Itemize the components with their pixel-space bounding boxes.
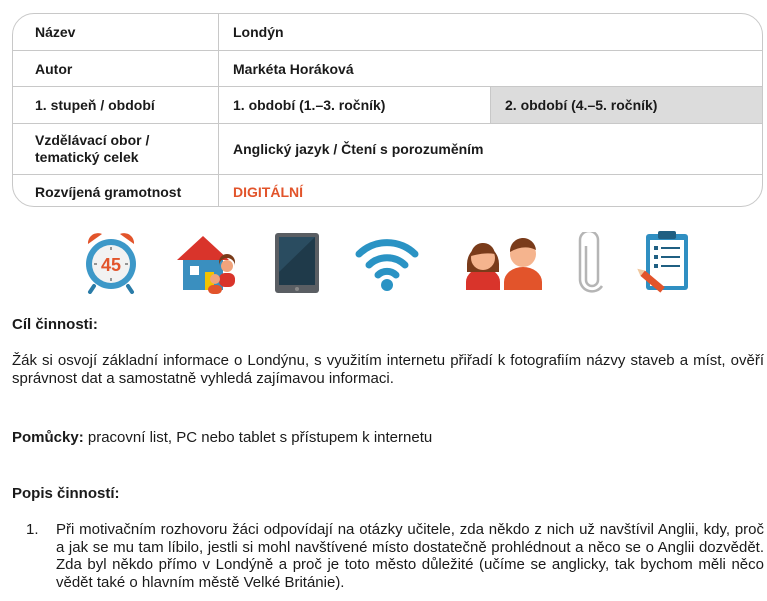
table-row-stage	[13, 86, 762, 123]
value-period-2: 2. období (4.–5. ročník)	[491, 87, 762, 123]
alarm-clock-45-icon	[82, 230, 140, 294]
label-author: Autor	[13, 51, 219, 86]
tablet-icon	[274, 232, 320, 294]
label-subject	[13, 124, 219, 174]
paperclip-icon	[578, 232, 604, 294]
label-stage: 1. stupeň / období	[13, 87, 219, 123]
value-subject: Anglický jazyk / Čtení s porozuměním	[233, 141, 484, 157]
info-table	[12, 13, 763, 207]
activities-heading: Popis činností:	[12, 485, 120, 502]
clock-number: 45	[100, 255, 122, 275]
tools-heading: Pomůcky:	[12, 429, 84, 446]
label-subject-line2: tematický celek	[35, 149, 139, 165]
value-literacy: DIGITÁLNÍ	[233, 183, 303, 200]
people-pair-icon	[460, 234, 546, 290]
tools-text: pracovní list, PC nebo tablet s přístupem k internetu	[83, 429, 433, 446]
value-author: Markéta Horáková	[233, 60, 354, 77]
wifi-icon	[354, 234, 420, 292]
table-row-author	[13, 50, 762, 86]
value-title: Londýn	[233, 24, 284, 40]
table-row-literacy	[13, 174, 762, 207]
activities-list	[0, 521, 767, 601]
label-literacy: Rozvíjená gramotnost	[13, 175, 219, 207]
icons-row	[0, 228, 767, 298]
list-item-number: 1.	[26, 521, 39, 538]
goal-heading: Cíl činnosti:	[12, 316, 98, 333]
list-item-text: Při motivačním rozhovoru žáci odpovídají na otázky učitele, zda někdo z nich už navštívil Anglii, kdy, proč a jak se mu tam líbilo, jestli si mohl navštívené místo dostatečně prohlédnout a něco se o Anglii dozvědět. Zda byl někdo přímo v Londýně a proč je toto město důležité (učíme se anglicky, tak bychom měli něco vědět také o hlavním městě Velké Británie).	[56, 521, 764, 591]
table-row-subject	[13, 123, 762, 174]
label-title: Název	[13, 14, 219, 50]
family-house-icon	[175, 232, 243, 294]
value-period-1: 1. období (1.–3. ročník)	[219, 87, 491, 123]
label-subject-line1: Vzdělávací obor /	[35, 132, 150, 148]
table-row-title	[13, 14, 762, 50]
goal-text: Žák si osvojí základní informace o Londýnu, s využitím internetu přiřadí k fotografiím názvy staveb a míst, ověří správnost dat a samostatně vyhledá zajímavou informaci.	[12, 352, 764, 387]
clipboard-checklist-icon	[636, 230, 692, 294]
tools-paragraph	[12, 429, 764, 447]
